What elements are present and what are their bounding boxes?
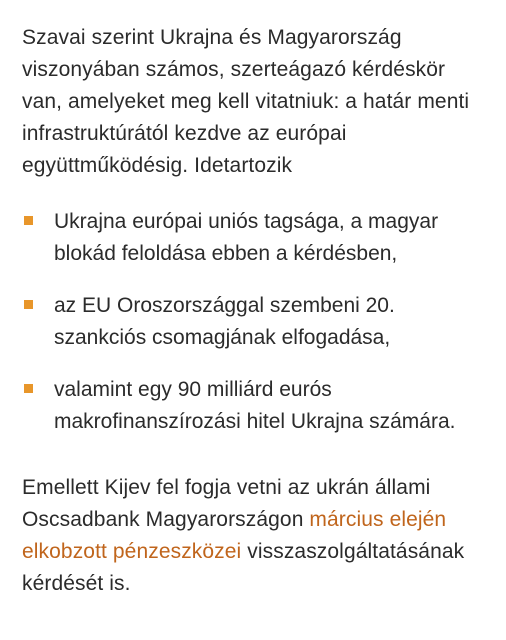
square-bullet-icon	[24, 216, 33, 225]
article-link[interactable]: március elején elkobzott pénzeszközei	[22, 508, 447, 563]
intro-paragraph: Szavai szerint Ukrajna és Magyarország viszonyában számos, szerteágazó kérdéskör van, amelyeket meg kell vitatniuk: a határ menti infrastruktúrától kezdve az európai együttműködésig. Idetartozik	[22, 26, 470, 177]
closing-text-end: visszaszolgáltatásának kérdését is.	[22, 540, 465, 595]
bullet-list	[22, 206, 478, 438]
bullet-text: valamint egy 90 milliárd eurós makrofinanszírozási hitel Ukrajna számára.	[54, 378, 456, 433]
bullet-item	[22, 290, 478, 354]
bullet-item	[22, 206, 478, 270]
closing-paragraph	[22, 472, 478, 600]
bullet-item	[22, 374, 478, 438]
bullet-text: Ukrajna európai uniós tagsága, a magyar blokád feloldása ebben a kérdésben,	[54, 210, 439, 265]
square-bullet-icon	[24, 300, 33, 309]
bullet-text: az EU Oroszországgal szembeni 20. szankciós csomagjának elfogadása,	[54, 294, 395, 349]
square-bullet-icon	[24, 384, 33, 393]
closing-text-start: Emellett Kijev fel fogja vetni az ukrán állami Oscsadbank Magyarországon	[22, 476, 431, 531]
